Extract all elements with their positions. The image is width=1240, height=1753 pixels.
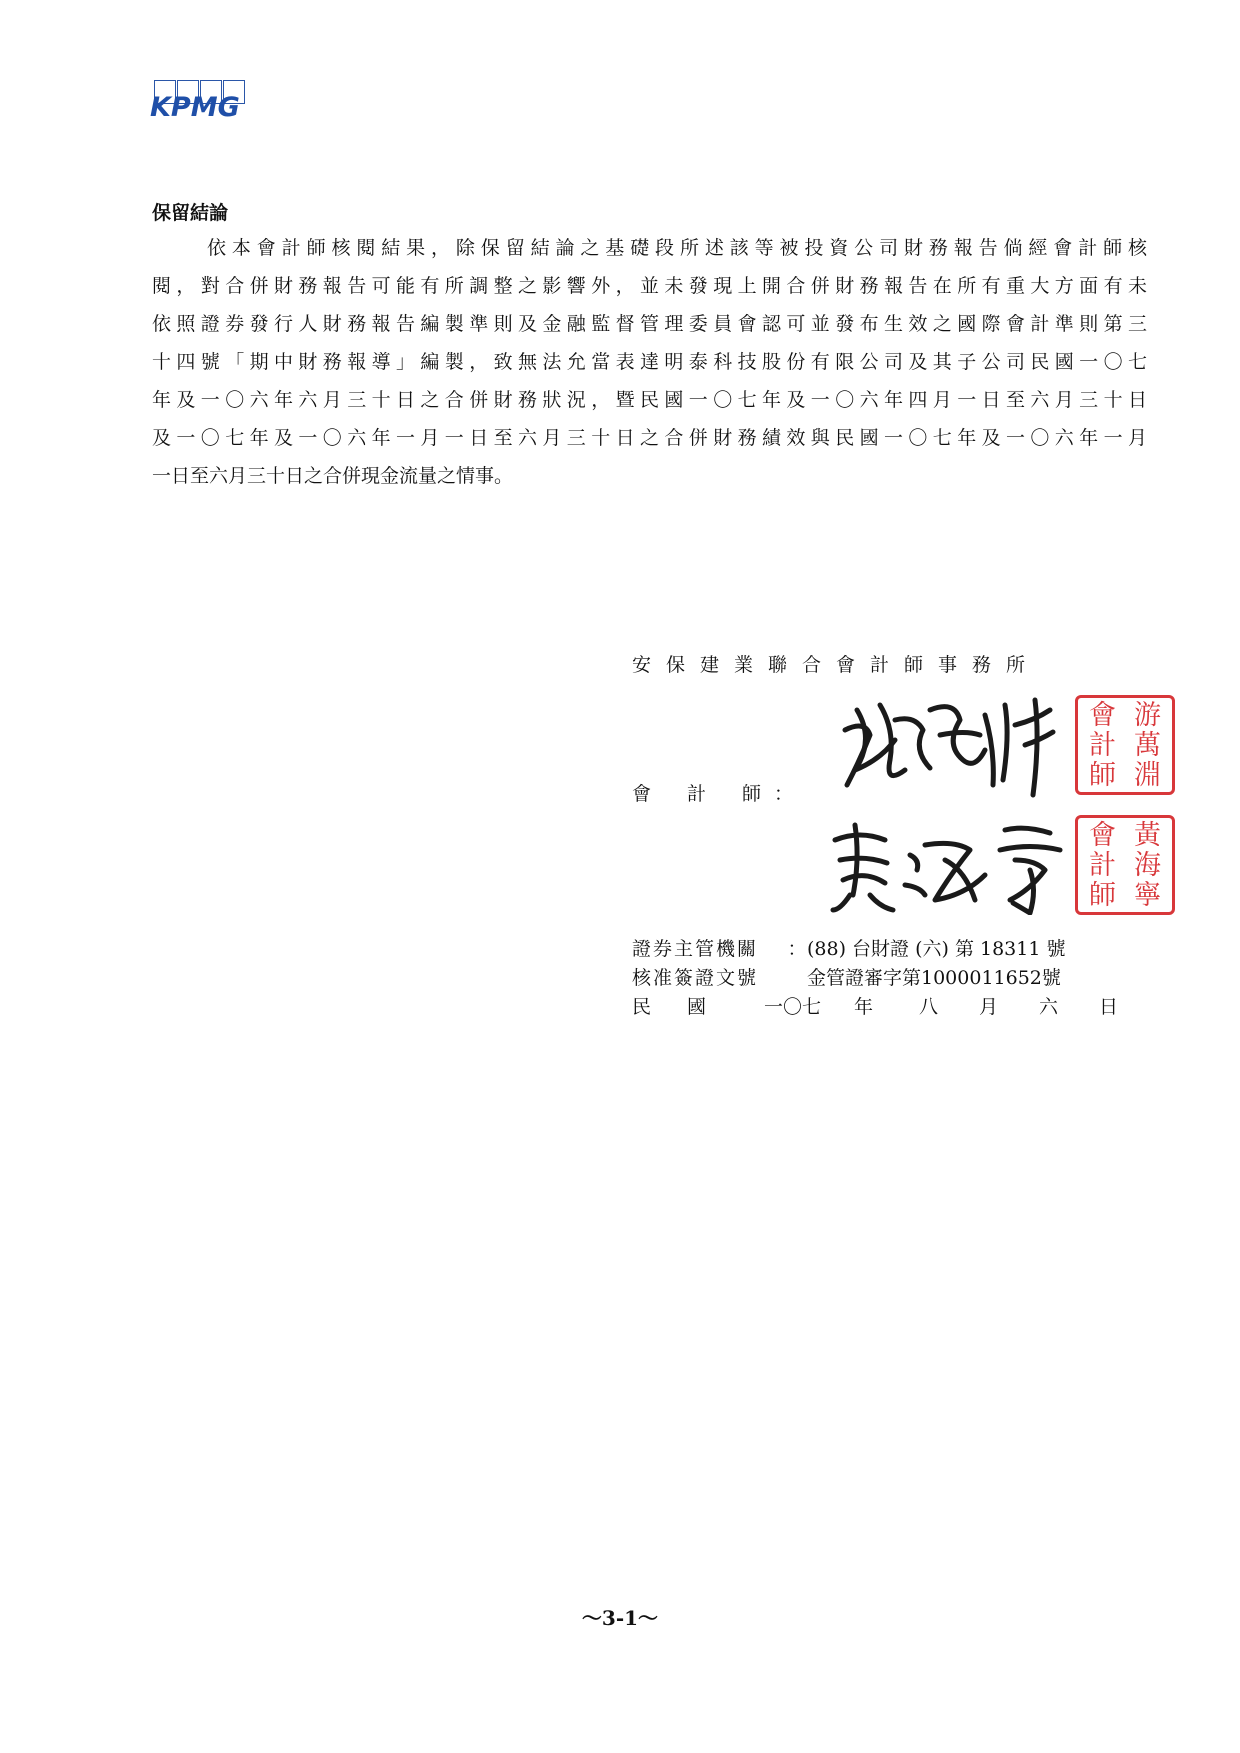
seal-char: 會 (1089, 819, 1116, 851)
page-number: ～3-1～ (581, 1606, 659, 1630)
date-part: 年 (854, 996, 874, 1018)
body-line: 及一〇七年及一〇六年一月一日至六月三十日之合併財務績效與民國一〇七年及一〇六年一月 (152, 427, 1147, 449)
date-part: 民 (632, 996, 652, 1018)
signature-1 (835, 690, 1065, 800)
section-heading: 保留結論 (152, 202, 229, 224)
kpmg-logo (150, 80, 260, 130)
date-part: 國 (687, 996, 707, 1018)
cpa-label-char: 師 (742, 783, 762, 805)
body-line: 依照證券發行人財務報告編製準則及金融監督管理委員會認可並發布生效之國際會計準則第三 (152, 313, 1147, 335)
date-part: 一〇七 (764, 996, 822, 1018)
seal-char: 師 (1089, 759, 1116, 791)
registration-colon: ： (787, 938, 807, 960)
body-line: 一日至六月三十日之合併現金流量之情事。 (152, 465, 514, 487)
body-line: 年及一〇六年六月三十日之合併財務狀況，暨民國一〇七年及一〇六年四月一日至六月三十日 (152, 389, 1147, 411)
registration-label: 證券主管機關 (632, 938, 759, 960)
seal-char: 游 (1134, 699, 1161, 731)
date-part: 八 (919, 996, 939, 1018)
date-part: 月 (979, 996, 999, 1018)
report-date (632, 993, 1118, 1022)
logo-text: KPMG (150, 92, 240, 123)
seal-char: 計 (1089, 729, 1116, 761)
registration-label: 核准簽證文號 (632, 967, 759, 989)
firm-name: 安保建業聯合會計師事務所 (632, 654, 1041, 676)
seal-1 (1075, 695, 1175, 795)
cpa-label-char: 會 (632, 783, 652, 805)
body-line: 閱，對合併財務報告可能有所調整之影響外，並未發現上開合併財務報告在所有重大方面有未 (152, 275, 1147, 297)
date-part: 六 (1039, 996, 1059, 1018)
registration-block (632, 935, 1118, 1022)
seal-char: 萬 (1134, 729, 1161, 761)
seal-char: 計 (1089, 849, 1116, 881)
cpa-label-char: 計 (687, 783, 707, 805)
registration-value: 金管證審字第1000011652號 (807, 967, 1061, 989)
conclusion-paragraph (152, 229, 1147, 495)
registration-row (632, 964, 1118, 993)
seal-2 (1075, 815, 1175, 915)
seal-char: 黃 (1134, 819, 1161, 851)
body-line: 依本會計師核閱結果，除保留結論之基礎段所述該等被投資公司財務報告倘經會計師核 (207, 237, 1147, 259)
cpa-label (632, 779, 793, 806)
cpa-label-char: ： (774, 783, 794, 805)
seal-char: 會 (1089, 699, 1116, 731)
seal-char: 師 (1089, 879, 1116, 911)
registration-row (632, 935, 1118, 964)
seal-char: 寧 (1134, 879, 1161, 911)
seal-char: 海 (1134, 849, 1161, 881)
seal-char: 淵 (1134, 759, 1161, 791)
body-line: 十四號「期中財務報導」編製，致無法允當表達明泰科技股份有限公司及其子公司民國一〇七 (152, 351, 1147, 373)
date-part: 日 (1099, 996, 1119, 1018)
registration-value: (88) 台財證 (六) 第 18311 號 (807, 938, 1066, 960)
signature-2 (825, 815, 1070, 915)
